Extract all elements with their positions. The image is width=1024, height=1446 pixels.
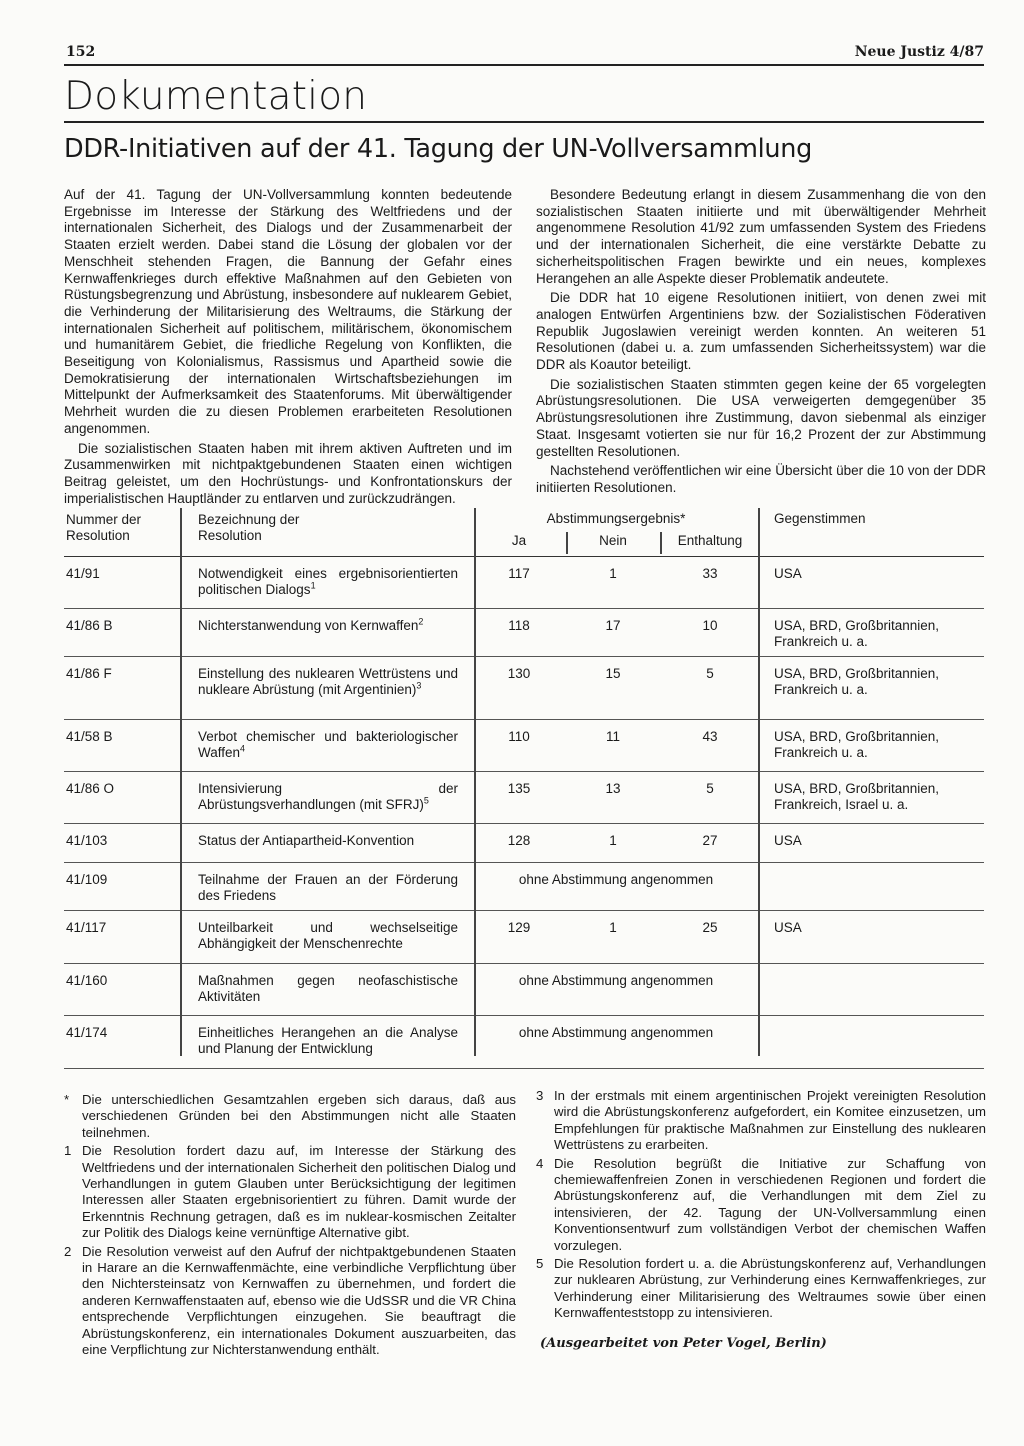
resolution-number: 41/58 B bbox=[66, 729, 113, 744]
intro-paragraph: Besondere Bedeutung erlangt in diesem Zusammenhang die von den sozialistischen Staaten initiierte und mit überwältigender Mehrheit angenommene Resolution 41/92 zum umfassenden System des Friedens und der internationalen Sicherheit, die eine verstärkte Debatte zu sicherheitspolitischen Fragen bewirkte und ein neues, komplexes Herangehen an alle Aspekte dieser Problematik andeutete. bbox=[536, 187, 986, 286]
article-headline: DDR-Initiativen auf der 41. Tagung der UN-Vollversammlung bbox=[64, 134, 813, 164]
resolution-title-text: Unteilbarkeit und wechselseitige Abhängigkeit der Menschenrechte bbox=[198, 920, 458, 951]
column-divider bbox=[180, 508, 182, 1056]
resolution-title bbox=[198, 973, 458, 1005]
votes-abstain: 33 bbox=[702, 566, 718, 581]
votes-yes: 117 bbox=[508, 566, 530, 581]
table-row bbox=[64, 863, 984, 911]
table-row bbox=[64, 609, 984, 657]
resolution-number: 41/174 bbox=[66, 1025, 108, 1040]
resolution-title bbox=[198, 729, 458, 761]
table-row bbox=[64, 1016, 984, 1069]
resolution-title-text: Status der Antiapartheid-Konvention bbox=[198, 833, 415, 848]
resolution-number: 41/86 O bbox=[66, 781, 115, 796]
table-row bbox=[64, 911, 984, 964]
footnote-text: Die Resolution begrüßt die Initiative zur Schaffung von chemiewaffenfreien Zonen in verschiedenen Regionen und fordert die Abrüstungskonferenz auf, die Verhandlungen mit dem Ziel zu intensivieren, der 42. Tagung der UN-Vollversammlung einen Konventionsentwurf zum vollständigen Verbot der chemischen Waffen vorzulegen. bbox=[554, 1155, 986, 1253]
table-row bbox=[64, 964, 984, 1016]
author-credit: (Ausgearbeitet von Peter Vogel, Berlin) bbox=[540, 1335, 827, 1351]
footnote-text: Die Resolution fordert dazu auf, im Interesse der Stärkung des Weltfriedens und der internationalen Sicherheit den politischen Dialog und Verhandlungen in gutem Glauben unter Berücksichtigung der legitimen Interessen aller Staaten ergebnisorientiert zu führen. Damit wurde der Erkenntnis Rechnung getragen, daß es im nuklear-kosmischen Zeitalter zur Politik des Dialogs keine vernünftige Alternative gibt. bbox=[82, 1143, 516, 1241]
header-abstain: Enthaltung bbox=[677, 533, 743, 548]
resolution-number: 41/91 bbox=[66, 566, 100, 581]
votes-no: 1 bbox=[609, 566, 617, 581]
header-number: Nummer der Resolution bbox=[66, 512, 142, 543]
header-yes: Ja bbox=[511, 533, 527, 548]
resolution-number: 41/109 bbox=[66, 872, 108, 887]
intro-paragraph: Die sozialistischen Staaten stimmten gegen keine der 65 vorgelegten Abrüstungsresolutionen. Die USA verweigerten demgegenüber 35 Abrüstungsresolutionen ihre Zustimmung, davon siebenmal als einziger Staat. Insgesamt votierten sie nur für 16,2 Prozent der zur Abstimmung gestellten Resolutionen. bbox=[536, 376, 986, 459]
footnote-reference: 1 bbox=[310, 580, 316, 591]
header-against: Gegenstimmen bbox=[774, 511, 866, 526]
table-row bbox=[64, 772, 984, 824]
resolution-title-text: Notwendigkeit eines ergebnisorientierten politischen Dialogs bbox=[198, 566, 458, 597]
footnote-mark: * bbox=[64, 1092, 70, 1107]
footnote-text: Die Resolution verweist auf den Aufruf der nichtpaktgebundenen Staaten in Harare an die Kernwaffenmächte, eine verbindliche Verpflichtung über den Nichtersteinsatz von Kernwaffen zu übernehmen, und fordert die anderen Kernwaffenstaaten auf, ebenso wie die UdSSR und die VR China entsprechende Verpflichtungen einzugehen. Sie beauftragt die Abrüstungskonferenz, ein internationales Dokument auszuarbeiten, das eine Verpflichtung zur Nichterstanwendung enthält. bbox=[82, 1243, 516, 1358]
footnote-text: In der erstmals mit einem argentinischen Projekt vereinigten Resolution wird die Abrüstungskonferenz aufgefordert, ein Komitee einzusetzen, um Empfehlungen für praktische Maßnahmen zur Einstellung des nuklearen Wettrüstens zu erarbeiten. bbox=[554, 1088, 986, 1153]
votes-against-states: USA, BRD, Großbritannien, Frankreich u. a. bbox=[774, 729, 940, 760]
table-body bbox=[64, 557, 984, 1069]
resolution-title bbox=[198, 920, 458, 952]
votes-against-states: USA bbox=[774, 833, 802, 848]
footnote-mark: 2 bbox=[64, 1243, 72, 1259]
footnote bbox=[536, 1256, 986, 1322]
resolution-title-text: Einheitliches Herangehen an die Analyse und Planung der Entwicklung bbox=[198, 1025, 458, 1056]
footnote-reference: 2 bbox=[418, 616, 424, 627]
resolution-number: 41/117 bbox=[66, 920, 107, 935]
votes-no: 15 bbox=[605, 666, 621, 681]
footnote bbox=[64, 1092, 516, 1141]
table-header bbox=[64, 508, 984, 557]
votes-abstain: 10 bbox=[702, 618, 718, 633]
resolution-title-text: Nichterstanwendung von Kernwaffen bbox=[198, 618, 419, 633]
votes-yes: 110 bbox=[508, 729, 530, 744]
resolution-title-text: Maßnahmen gegen neofaschistische Aktivitäten bbox=[198, 973, 458, 1004]
votes-yes: 129 bbox=[507, 920, 531, 935]
footnote-text: Die unterschiedlichen Gesamtzahlen ergeben sich daraus, daß aus verschiedenen Gründen bei den Abstimmungen nicht alle Staaten teilnehmen. bbox=[82, 1092, 516, 1140]
footnote-mark: 3 bbox=[536, 1088, 544, 1103]
votes-abstain: 25 bbox=[702, 920, 718, 935]
footnote-reference: 3 bbox=[416, 680, 422, 691]
header-no: Nein bbox=[599, 533, 627, 548]
table-row bbox=[64, 720, 984, 772]
resolution-title-text: Einstellung des nuklearen Wettrüstens und nukleare Abrüstung (mit Argentinien) bbox=[198, 666, 458, 697]
column-divider bbox=[474, 508, 476, 1056]
resolution-title bbox=[198, 566, 458, 598]
resolution-title bbox=[198, 618, 458, 634]
votes-no: 11 bbox=[605, 729, 620, 744]
title-rule bbox=[64, 121, 984, 123]
resolution-number: 41/103 bbox=[66, 833, 108, 848]
votes-yes: 128 bbox=[507, 833, 531, 848]
intro-paragraph: Die DDR hat 10 eigene Resolutionen initiiert, von denen zwei mit analogen Entwürfen Argentiniens bzw. der Sozialistischen Föderativen Republik Jugoslawien vereinigt werden konnten. An weiteren 51 Resolutionen (dabei u. a. zum umfassenden Sicherheitssystem) war die DDR als Koautor beteiligt. bbox=[536, 290, 986, 373]
votes-no: 13 bbox=[605, 781, 621, 796]
resolution-title bbox=[198, 666, 458, 698]
votes-against-states: USA, BRD, Großbritannien, Frankreich u. a. bbox=[774, 666, 940, 697]
footnote-text: Die Resolution fordert u. a. die Abrüstungskonferenz auf, Verhandlungen zur nuklearen Abrüstung, zur Verhinderung eines Kernwaffenkrieges, zur Verhinderung einer Militarisierung des Weltraumes sowie über einen Kernwaffenteststopp zu intensivieren. bbox=[554, 1256, 986, 1321]
footnote bbox=[64, 1244, 516, 1359]
footnote bbox=[536, 1156, 986, 1254]
resolution-title-text: Verbot chemischer und bakteriologischer Waffen bbox=[198, 729, 458, 760]
resolution-title-text: Intensivierung der Abrüstungsverhandlungen (mit SFRJ) bbox=[198, 781, 458, 812]
resolution-title bbox=[198, 872, 458, 904]
intro-paragraph: Nachstehend veröffentlichen wir eine Übersicht über die 10 von der DDR initiierten Resolutionen. bbox=[536, 463, 986, 495]
votes-yes: 130 bbox=[507, 666, 531, 681]
table-row bbox=[64, 657, 984, 720]
votes-abstain: 5 bbox=[706, 666, 714, 681]
header-divider bbox=[566, 532, 568, 554]
journal-issue: Neue Justiz 4/87 bbox=[854, 44, 984, 60]
intro-left-column bbox=[64, 187, 512, 510]
resolution-title bbox=[198, 1025, 458, 1057]
footnote bbox=[536, 1088, 986, 1154]
header-divider bbox=[660, 532, 662, 554]
footnotes-left bbox=[64, 1092, 516, 1361]
votes-yes: 135 bbox=[507, 781, 531, 796]
votes-abstain: 5 bbox=[706, 781, 714, 796]
votes-against-states: USA bbox=[774, 920, 802, 935]
page-number: 152 bbox=[66, 44, 96, 60]
header-result: Abstimmungsergebnis* bbox=[546, 511, 686, 526]
votes-against-states: USA, BRD, Großbritannien, Frankreich u. a. bbox=[774, 618, 940, 649]
resolution-title bbox=[198, 833, 458, 849]
footnote-reference: 4 bbox=[240, 743, 246, 754]
vote-note: ohne Abstimmung angenommen bbox=[518, 872, 714, 887]
header-rule bbox=[64, 64, 984, 66]
footnote-mark: 1 bbox=[64, 1143, 72, 1159]
resolution-number: 41/160 bbox=[66, 973, 108, 988]
resolution-number: 41/86 F bbox=[66, 666, 112, 681]
table-row bbox=[64, 557, 984, 609]
votes-no: 17 bbox=[605, 618, 621, 633]
votes-abstain: 43 bbox=[702, 729, 718, 744]
votes-no: 1 bbox=[609, 920, 617, 935]
footnote bbox=[64, 1143, 516, 1241]
table-row bbox=[64, 824, 984, 863]
intro-right-column bbox=[536, 187, 986, 500]
section-title: Dokumentation bbox=[64, 74, 368, 119]
intro-paragraph: Die sozialistischen Staaten haben mit ihrem aktiven Auftreten und im Zusammenwirken mit nichtpaktgebundenen Staaten einen wichtigen Beitrag geleistet, um den Hochrüstungs- und Konfrontationskurs der imperialistischen Hauptländer zu entlarven und zurückzudrängen. bbox=[64, 440, 512, 506]
footnote-mark: 4 bbox=[536, 1155, 544, 1171]
resolution-number: 41/86 B bbox=[66, 618, 113, 633]
votes-against-states: USA, BRD, Großbritannien, Frankreich, Israel u. a. bbox=[774, 781, 940, 812]
resolution-title bbox=[198, 781, 458, 813]
resolution-title-text: Teilnahme der Frauen an der Förderung des Friedens bbox=[198, 872, 458, 903]
vote-note: ohne Abstimmung angenommen bbox=[518, 1025, 714, 1040]
column-divider bbox=[758, 508, 760, 1056]
votes-abstain: 27 bbox=[702, 833, 718, 848]
vote-note: ohne Abstimmung angenommen bbox=[518, 973, 714, 988]
votes-yes: 118 bbox=[508, 618, 530, 633]
intro-paragraph: Auf der 41. Tagung der UN-Vollversammlung konnten bedeutende Ergebnisse im Interesse der Stärkung des Weltfriedens und der internationalen Sicherheit, des Dialogs und der Zusammenarbeit der Staaten erzielt werden. Dabei stand die Lösung der globalen vor der Menschheit stehenden Fragen, die Bannung der Gefahr eines Kernwaffenkrieges durch effektive Maßnahmen auf den Gebieten von Rüstungsbegrenzung und Abrüstung, insbesondere auf nuklearem Gebiet, die Verhinderung der Militarisierung des Weltraums, die Stärkung der internationalen Sicherheit auf politischem, militärischem, ökonomischem und humanitärem Gebiet, die friedliche Regelung von Konflikten, die Beseitigung von Kolonialismus, Rassismus und Apartheid sowie die Demokratisierung der internationalen Wirtschaftsbeziehungen im Mittelpunkt der Aufmerksamkeit des Staatenforums. Mit überwältigender Mehrheit wurden die zu diesen Problemen erarbeiteten Resolutionen angenommen. bbox=[64, 187, 512, 436]
footnote-mark: 5 bbox=[536, 1256, 544, 1272]
footnote-reference: 5 bbox=[423, 795, 429, 806]
votes-no: 1 bbox=[609, 833, 617, 848]
votes-against-states: USA bbox=[774, 566, 802, 581]
resolutions-table bbox=[64, 508, 984, 1069]
header-title: Bezeichnung der Resolution bbox=[198, 512, 300, 543]
footnotes-right bbox=[536, 1088, 986, 1352]
